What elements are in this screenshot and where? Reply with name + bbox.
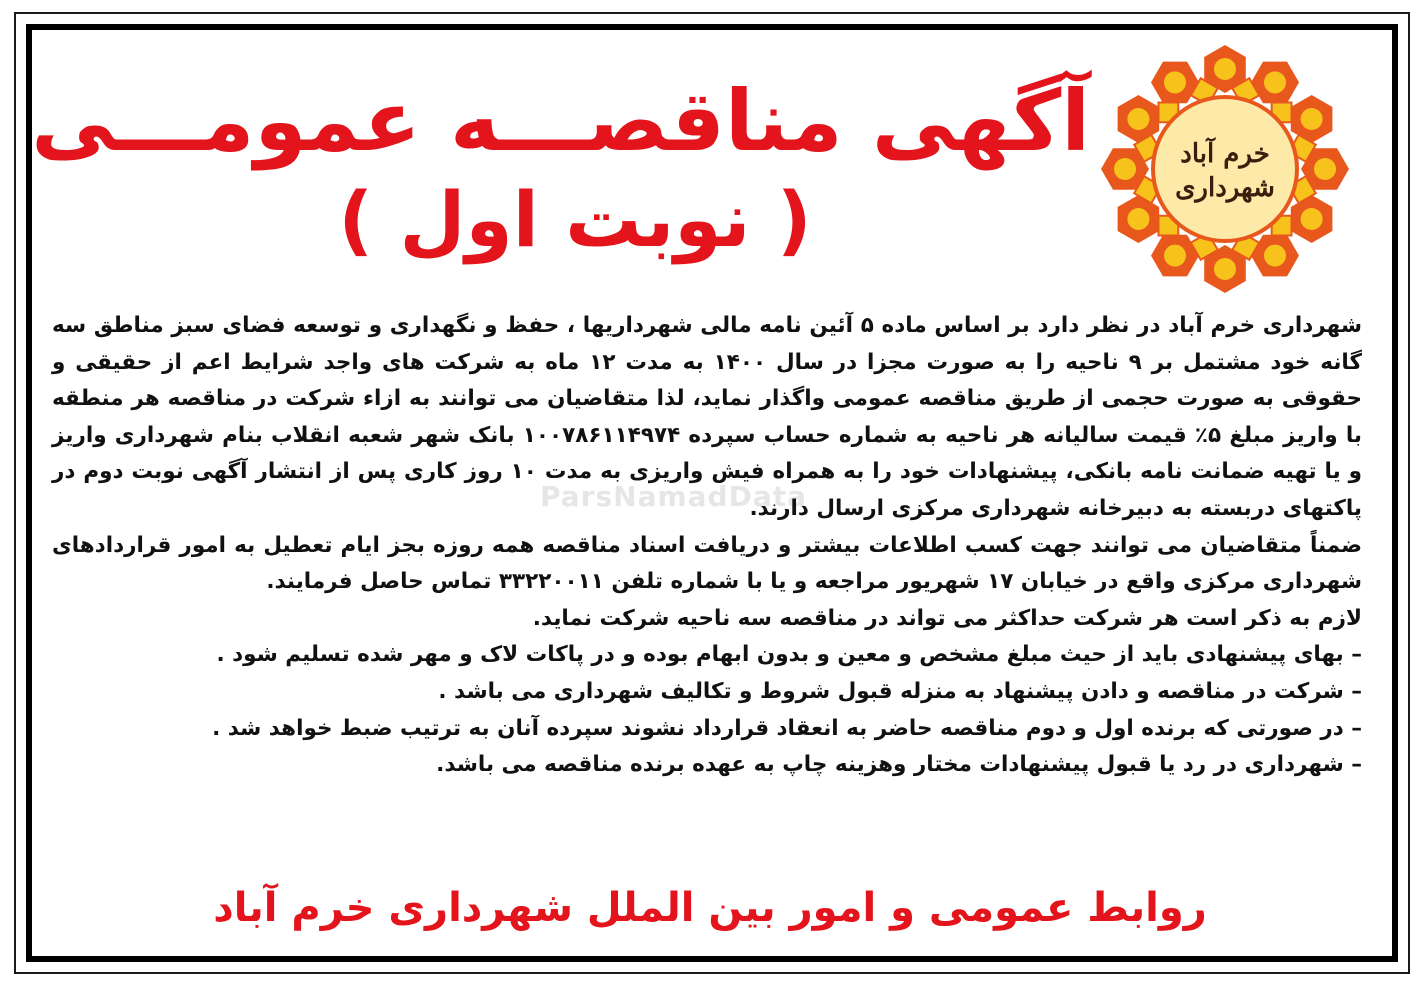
- notice-body: [52, 308, 1362, 784]
- condition-item: – بهای پیشنهادی باید از حیث مبلغ مشخص و معین و بدون ابهام بوده و در پاکات لاک و مهر شده تسلیم شود .: [216, 642, 1362, 668]
- logo-petal-center: [1264, 245, 1286, 267]
- municipality-logo: [1100, 44, 1350, 294]
- logo-petal-center: [1301, 108, 1323, 130]
- notice-subtitle: ( نوبت اول ): [338, 175, 812, 264]
- logo-petal-center: [1127, 208, 1149, 230]
- note-line: لازم به ذکر است هر شرکت حداکثر می تواند در مناقصه سه ناحیه شرکت نماید.: [532, 605, 1362, 631]
- logo-center: [1153, 97, 1297, 241]
- intro-paragraph: شهرداری خرم آباد در نظر دارد بر اساس ماده ۵ آئین نامه مالی شهرداریها ، حفظ و نگهداری و توسعه فضای سبز مناطق سه گانه خود مشتمل بر ۹ ناحیه را به صورت مجزا در سال ۱۴۰۰ به مدت ۱۲ ماه به شرکت های واجد شرایط اعم از حقیقی و حقوقی به صورت حجمی از طریق مناقصه عمومی واگذار نماید، لذا متقاضیان می توانند به ازاء شرکت در مناقصه هر منطقه با واریز مبلغ ۵٪ قیمت سالیانه هر ناحیه به شماره حساب سپرده ۱۰۰۷۸۶۱۱۴۹۷۴ بانک شهر شعبه انقلاب بنام شهرداری واریز و یا تهیه ضمانت نامه بانکی، پیشنهادات خود را به همراه فیش واریزی به مدت ۱۰ روز کاری پس از انتشار آگهی نوبت دوم در پاکتهای دربسته به دبیرخانه شهرداری مرکزی ارسال دارند.: [52, 313, 1362, 521]
- footer-signature: روابط عمومی و امور بین الملل شهرداری خرم آباد: [213, 885, 1207, 931]
- logo-text-bottom: شهرداری: [1175, 173, 1275, 203]
- contact-paragraph: ضمناً متقاضیان می توانند جهت کسب اطلاعات بیشتر و دریافت اسناد مناقصه همه روزه بجز ایام تعطیل به امور قراردادهای شهرداری مرکزی واقع در خیابان ۱۷ شهریور مراجعه و یا با شماره تلفن ۳۳۲۲۰۰۱۱ تماس حاصل فرمایند.: [52, 532, 1362, 595]
- logo-petal-center: [1164, 245, 1186, 267]
- logo-petal-center: [1164, 71, 1186, 93]
- condition-item: – شرکت در مناقصه و دادن پیشنهاد به منزله قبول شروط و تکالیف شهرداری می باشد .: [438, 678, 1362, 704]
- notice-title: آگهی مناقصـــه عمومـــی: [31, 72, 1090, 170]
- logo-petal-center: [1264, 71, 1286, 93]
- logo-petal-center: [1314, 158, 1336, 180]
- logo-text-top: خرم آباد: [1180, 139, 1270, 169]
- logo-petal-center: [1214, 58, 1236, 80]
- logo-petal-center: [1301, 208, 1323, 230]
- logo-petal-center: [1214, 258, 1236, 280]
- condition-item: – شهرداری در رد یا قبول پیشنهادات مختار وهزینه چاپ به عهده برنده مناقصه می باشد.: [436, 752, 1362, 778]
- condition-item: – در صورتی که برنده اول و دوم مناقصه حاضر به انعقاد قرارداد نشوند سپرده آنان به ترتیب ضبط خواهد شد .: [212, 715, 1362, 741]
- logo-petal-center: [1127, 108, 1149, 130]
- logo-petal-center: [1114, 158, 1136, 180]
